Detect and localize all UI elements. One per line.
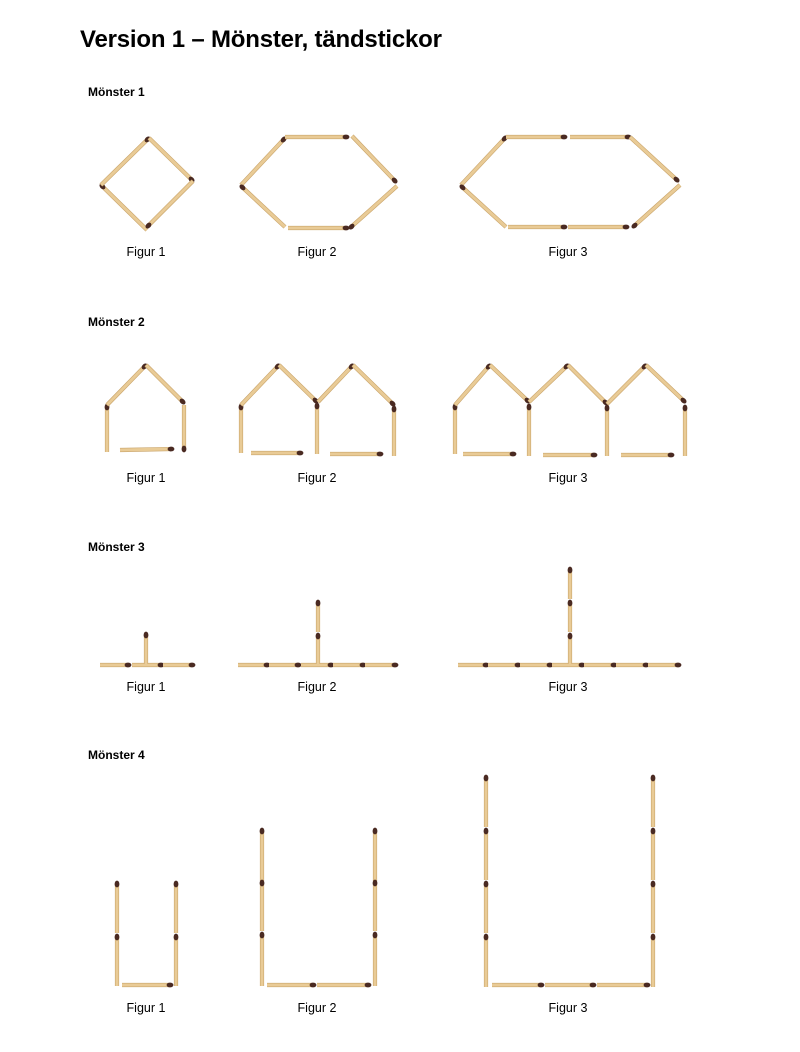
matchstick xyxy=(492,983,544,988)
pattern-3-figure-2-caption: Figur 2 xyxy=(297,680,337,694)
pattern-3-figure-2 xyxy=(230,590,410,675)
matchstick xyxy=(484,934,489,987)
matchstick xyxy=(527,404,532,456)
pattern-2-figure-1-caption: Figur 1 xyxy=(126,471,166,485)
matchstick xyxy=(239,404,244,453)
matchstick xyxy=(353,365,397,408)
pattern-4-figure-3 xyxy=(470,765,670,995)
matchstick xyxy=(607,362,649,404)
matchstick xyxy=(100,663,131,668)
matchstick xyxy=(316,633,321,664)
matchstick xyxy=(241,135,288,185)
matchstick xyxy=(279,365,320,405)
pattern-1-figure-3-caption: Figur 3 xyxy=(548,245,588,259)
pattern-1-figure-3 xyxy=(450,125,690,240)
matchstick xyxy=(545,983,596,988)
matchstick xyxy=(373,932,378,986)
pattern-4-heading: Mönster 4 xyxy=(88,748,145,762)
matchstick xyxy=(122,983,173,988)
pattern-1-figure-2-caption: Figur 2 xyxy=(297,245,337,259)
matchstick xyxy=(392,406,397,456)
matchstick xyxy=(529,362,571,402)
matchstick xyxy=(484,775,489,827)
matchstick xyxy=(373,828,378,881)
pattern-1-figure-1 xyxy=(90,125,205,240)
matchstick xyxy=(506,135,567,140)
matchstick xyxy=(584,663,617,668)
matchstick xyxy=(269,663,301,668)
matchstick xyxy=(508,225,567,230)
pattern-2-figure-1 xyxy=(95,355,200,465)
matchstick xyxy=(144,181,193,230)
matchstick xyxy=(163,663,195,668)
matchstick xyxy=(238,183,285,227)
matchstick xyxy=(616,663,649,668)
matchstick xyxy=(144,632,149,664)
matchstick xyxy=(651,828,656,880)
matchstick xyxy=(347,186,397,231)
matchstick xyxy=(260,932,265,986)
pattern-1-heading: Mönster 1 xyxy=(88,85,145,99)
pattern-4-figure-2-caption: Figur 2 xyxy=(297,1001,337,1015)
pattern-2-figure-3-caption: Figur 3 xyxy=(548,471,588,485)
pattern-4-figure-1 xyxy=(100,870,195,995)
matchstick xyxy=(120,447,174,452)
matchstick xyxy=(251,451,303,456)
matchstick xyxy=(490,365,532,405)
matchstick xyxy=(285,135,349,140)
pattern-3-figure-1 xyxy=(90,620,205,675)
matchstick xyxy=(520,663,553,668)
matchstick xyxy=(455,362,493,405)
matchstick xyxy=(365,663,398,668)
matchstick xyxy=(458,663,489,668)
matchstick xyxy=(651,934,656,987)
matchstick xyxy=(174,881,179,933)
matchstick xyxy=(630,185,680,230)
matchstick xyxy=(288,226,349,231)
matchstick xyxy=(105,404,110,452)
matchstick xyxy=(174,934,179,986)
matchstick xyxy=(149,138,196,184)
matchstick xyxy=(568,633,573,664)
matchstick xyxy=(568,600,573,632)
matchstick xyxy=(115,881,120,933)
matchstick xyxy=(98,182,147,230)
pattern-2-figure-2-caption: Figur 2 xyxy=(297,471,337,485)
matchstick xyxy=(570,135,631,140)
matchstick xyxy=(458,183,506,227)
matchstick xyxy=(461,134,509,185)
pattern-2-figure-2 xyxy=(230,355,410,465)
pattern-1-figure-2 xyxy=(230,125,410,240)
matchstick xyxy=(621,453,674,458)
matchstick xyxy=(568,225,629,230)
pattern-4-figure-3-caption: Figur 3 xyxy=(548,1001,588,1015)
matchstick xyxy=(317,983,371,988)
matchstick xyxy=(453,404,458,454)
pattern-2-heading: Mönster 2 xyxy=(88,315,145,329)
pattern-3-figure-3-caption: Figur 3 xyxy=(548,680,588,694)
pattern-1-figure-1-caption: Figur 1 xyxy=(126,245,166,259)
matchstick xyxy=(568,567,573,599)
matchstick xyxy=(352,136,399,185)
matchstick xyxy=(484,881,489,933)
pattern-3-figure-1-caption: Figur 1 xyxy=(126,680,166,694)
matchstick xyxy=(101,135,152,185)
matchstick xyxy=(107,362,149,405)
matchstick xyxy=(146,365,187,406)
matchstick xyxy=(132,663,164,668)
matchstick xyxy=(318,362,356,402)
matchstick xyxy=(316,600,321,632)
pattern-3-heading: Mönster 3 xyxy=(88,540,145,554)
matchstick xyxy=(463,452,516,457)
matchstick xyxy=(315,403,320,454)
matchstick xyxy=(683,405,688,456)
matchstick xyxy=(333,663,366,668)
matchstick xyxy=(651,881,656,933)
matchstick xyxy=(488,663,521,668)
pattern-4-figure-1-caption: Figur 1 xyxy=(126,1001,166,1015)
matchstick xyxy=(597,983,650,988)
matchstick xyxy=(605,405,610,456)
matchstick xyxy=(651,775,656,827)
pattern-4-figure-2 xyxy=(245,818,395,995)
matchstick xyxy=(267,983,316,988)
matchstick xyxy=(260,828,265,881)
matchstick xyxy=(241,362,282,405)
matchstick xyxy=(260,880,265,931)
matchstick xyxy=(648,663,681,668)
page-title: Version 1 – Mönster, tändstickor xyxy=(80,26,442,53)
pattern-3-figure-3 xyxy=(450,558,690,675)
matchstick xyxy=(373,880,378,931)
matchstick xyxy=(630,137,681,184)
matchstick xyxy=(646,365,688,405)
matchstick xyxy=(543,453,597,458)
matchstick xyxy=(330,452,383,457)
matchstick xyxy=(182,405,187,452)
matchstick xyxy=(115,934,120,986)
matchstick xyxy=(484,828,489,880)
pattern-2-figure-3 xyxy=(445,355,695,465)
matchstick xyxy=(238,663,270,668)
matchstick xyxy=(568,365,610,407)
